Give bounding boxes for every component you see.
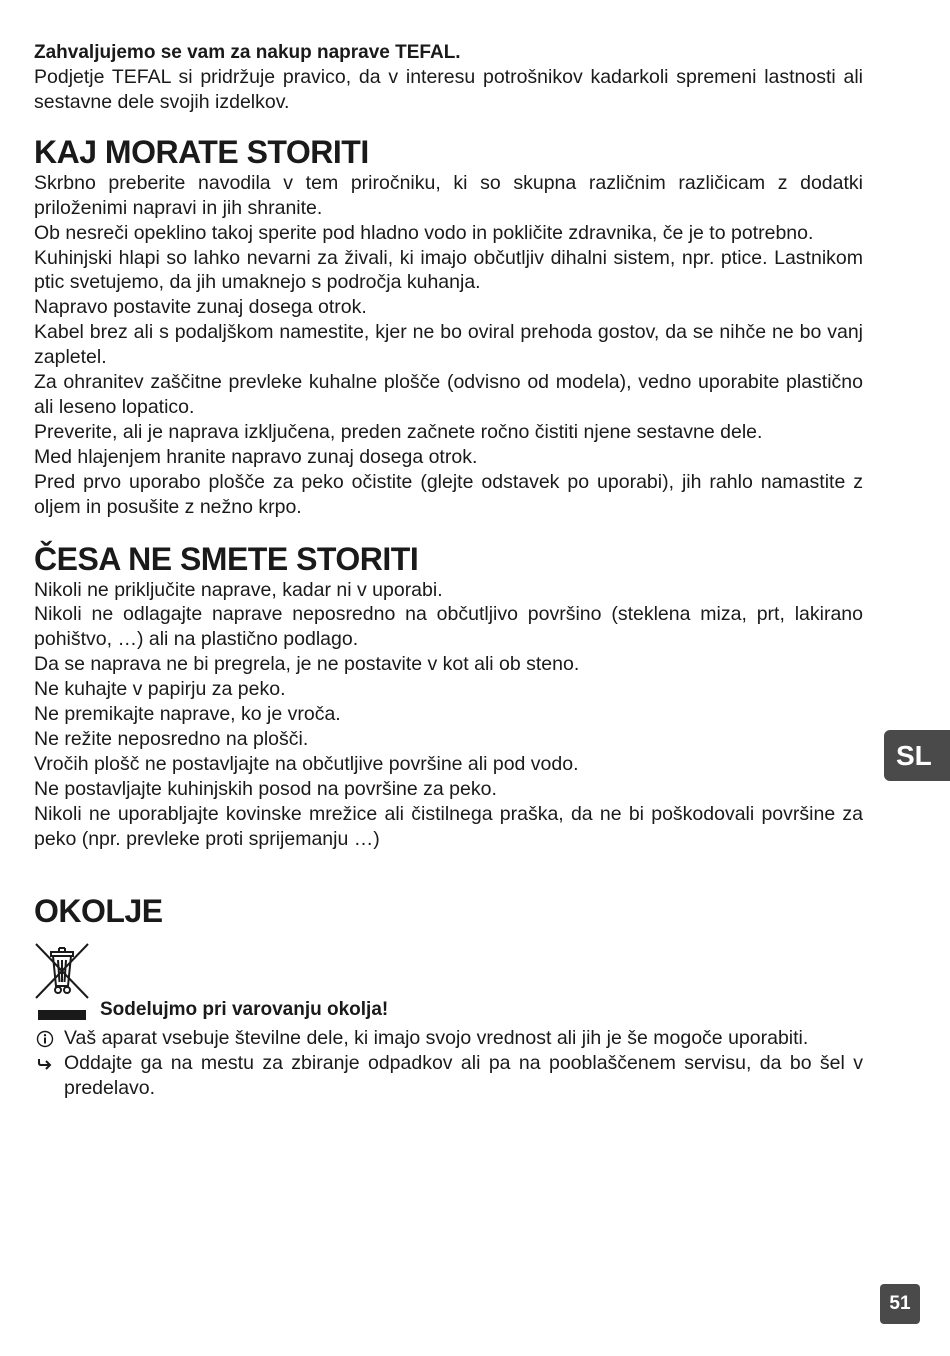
page-content — [34, 40, 863, 1101]
crossed-out-bin-icon — [34, 942, 90, 1000]
environment-subtitle: Sodelujmo pri varovanju okolja! — [100, 999, 389, 1021]
intro-title: Zahvaljujemo se vam za nakup naprave TEFAL. — [34, 42, 461, 63]
info-icon — [36, 1030, 54, 1048]
list-item: Preverite, ali je naprava izključena, preden začnete ročno čistiti njene sestavne dele. — [34, 420, 763, 443]
must-not-heading: ČESA NE SMETE STORITI — [34, 540, 419, 577]
list-item: Za ohranitev zaščitne prevleke kuhalne plošče (odvisno od modela), vedno uporabite plastično ali leseno lopatico. — [34, 371, 863, 418]
list-item: Ne režite neposredno na plošči. — [34, 727, 309, 750]
list-item — [34, 1026, 863, 1051]
list-item: Pred prvo uporabo plošče za peko očistite (glejte odstavek po uporabi), jih rahlo namastite z oljem in posušite z nežno krpo. — [34, 470, 863, 518]
list-item: Kuhinjski hlapi so lahko nevarni za živali, ki imajo občutljiv dihalni sistem, npr. ptice. Lastnikom ptic svetujemo, da jih umaknejo s področja kuhanja. — [34, 246, 863, 294]
bin-underline-bar — [38, 1010, 86, 1020]
list-item: Kabel brez ali s podaljškom namestite, kjer ne bo oviral prehoda gostov, da se nihče ne bo vanj zapletel. — [34, 321, 863, 369]
list-item: Ob nesreči opeklino takoj sperite pod hladno vodo in pokličite zdravnika, če je to potrebno. — [34, 221, 814, 244]
list-item: Vročih plošč ne postavljajte na občutljive površine ali pod vodo. — [34, 752, 579, 775]
arrow-right-icon — [36, 1055, 54, 1073]
language-tab: SL — [884, 730, 950, 781]
list-item: Ne postavljajte kuhinjskih posod na površine za peko. — [34, 777, 497, 800]
list-item: Nikoli ne priključite naprave, kadar ni v uporabi. — [34, 578, 443, 601]
environment-heading: OKOLJE — [34, 893, 163, 930]
arrow-bullet-text: Oddajte ga na mestu za zbiranje odpadkov ali pa na pooblaščenem servisu, da bo šel v predelavo. — [64, 1052, 863, 1100]
must-do-list — [34, 171, 863, 520]
list-item: Ne kuhajte v papirju za peko. — [34, 678, 286, 701]
list-item: Nikoli ne odlagajte naprave neposredno na občutljivo površino (steklena miza, prt, lakirano pohištvo, …) ali na plastično podlago. — [34, 603, 863, 651]
list-item: Skrbno preberite navodila v tem priročniku, ki so skupna različnim različicam z dodatki priloženimi napravi in jih shranite. — [34, 171, 863, 219]
list-item — [34, 1051, 863, 1101]
intro-text: Podjetje TEFAL si pridržuje pravico, da v interesu potrošnikov kadarkoli spremeni lastnosti ali sestavne dele svojih izdelkov. — [34, 66, 863, 113]
must-not-list — [34, 578, 863, 852]
environment-block — [34, 942, 863, 1026]
list-item: Ne premikajte naprave, ko je vroča. — [34, 703, 341, 726]
list-item: Nikoli ne uporabljajte kovinske mrežice ali čistilnega praška, da ne bi poškodovali površine za peko (npr. prevleke proti sprijemanju …) — [34, 802, 863, 850]
page-number: 51 — [880, 1284, 920, 1324]
list-item: Med hlajenjem hranite napravo zunaj dosega otrok. — [34, 445, 478, 468]
list-item: Napravo postavite zunaj dosega otrok. — [34, 296, 367, 319]
list-item: Da se naprava ne bi pregrela, je ne postavite v kot ali ob steno. — [34, 653, 580, 676]
info-bullet-text: Vaš aparat vsebuje številne dele, ki imajo svojo vrednost ali jih je še mogoče uporabiti. — [64, 1027, 809, 1050]
must-do-heading: KAJ MORATE STORITI — [34, 133, 369, 170]
